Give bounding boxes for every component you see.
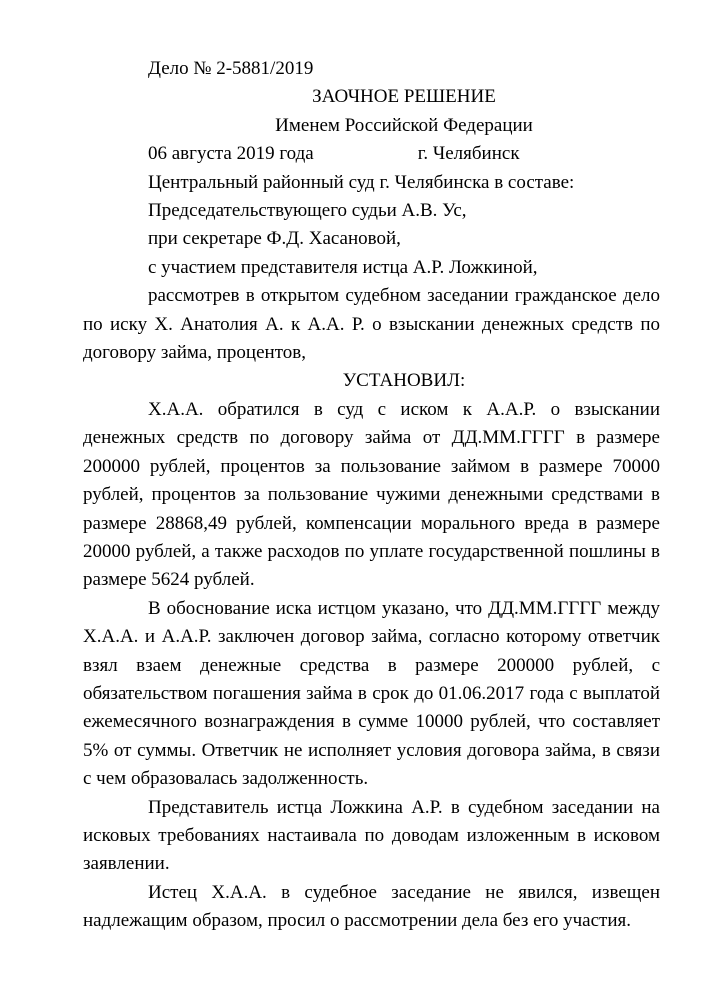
body-paragraph-representative: Представитель истца Ложкина А.Р. в судебном заседании на исковых требованиях настаивала по доводам изложенным в исковом заявлении. [83,796,660,875]
body-paragraph-plaintiff-absence: Истец Х.А.А. в судебное заседание не явился, извещен надлежащим образом, просил о рассмотрении дела без его участия. [83,881,660,932]
body-paragraph-claims: Х.А.А. обратился в суд с иском к А.А.Р. о взыскании денежных средств по договору займа от ДД.ММ.ГГГГ в размере 200000 рублей, процентов за пользование займом в размере 70000 рублей, процентов за пользование чужими денежными средствами в размере 28868,49 рублей, компенсации морального вреда в размере 20000 рублей, а также расходов по уплате государственной пошлины в размере 5624 рублей. [83,398,660,591]
case-number: Дело № 2-5881/2019 [148,58,314,79]
representative-line: с участием представителя истца А.Р. Ложкиной, [148,256,538,278]
date-city-line [83,140,660,168]
secretary-line: при секретаре Ф.Д. Хасановой, [148,228,401,250]
city-label: г. Челябинск [417,143,520,165]
established-heading: УСТАНОВИЛ: [342,370,466,392]
court-composition-line: Центральный районный суд г. Челябинска в составе: [148,171,575,193]
decision-date: 06 августа 2019 года [148,143,314,165]
document-title: ЗАОЧНОЕ РЕШЕНИЕ [312,86,496,108]
body-paragraph-justification: В обоснование иска истцом указано, что ДД.ММ.ГГГГ между Х.А.А. и А.А.Р. заключен договор займа, согласно которому ответчик взял взаем денежные средства в размере 200000 рублей, с обязательством погашения займа в срок до 01.06.2017 года с выплатой ежемесячного вознаграждения в сумме 10000 рублей, что составляет 5% от суммы. Ответчик не исполняет условия договора займа, в связи с чем образовалась задолженность. [83,597,660,790]
document-subtitle: Именем Российской Федерации [275,114,533,136]
judge-line: Председательствующего судьи А.В. Ус, [148,200,467,222]
case-intro-paragraph: рассмотрев в открытом судебном заседании гражданское дело по иску Х. Анатолия А. к А.А. Р. о взыскании денежных средств по договору займа, процентов, [83,285,660,364]
